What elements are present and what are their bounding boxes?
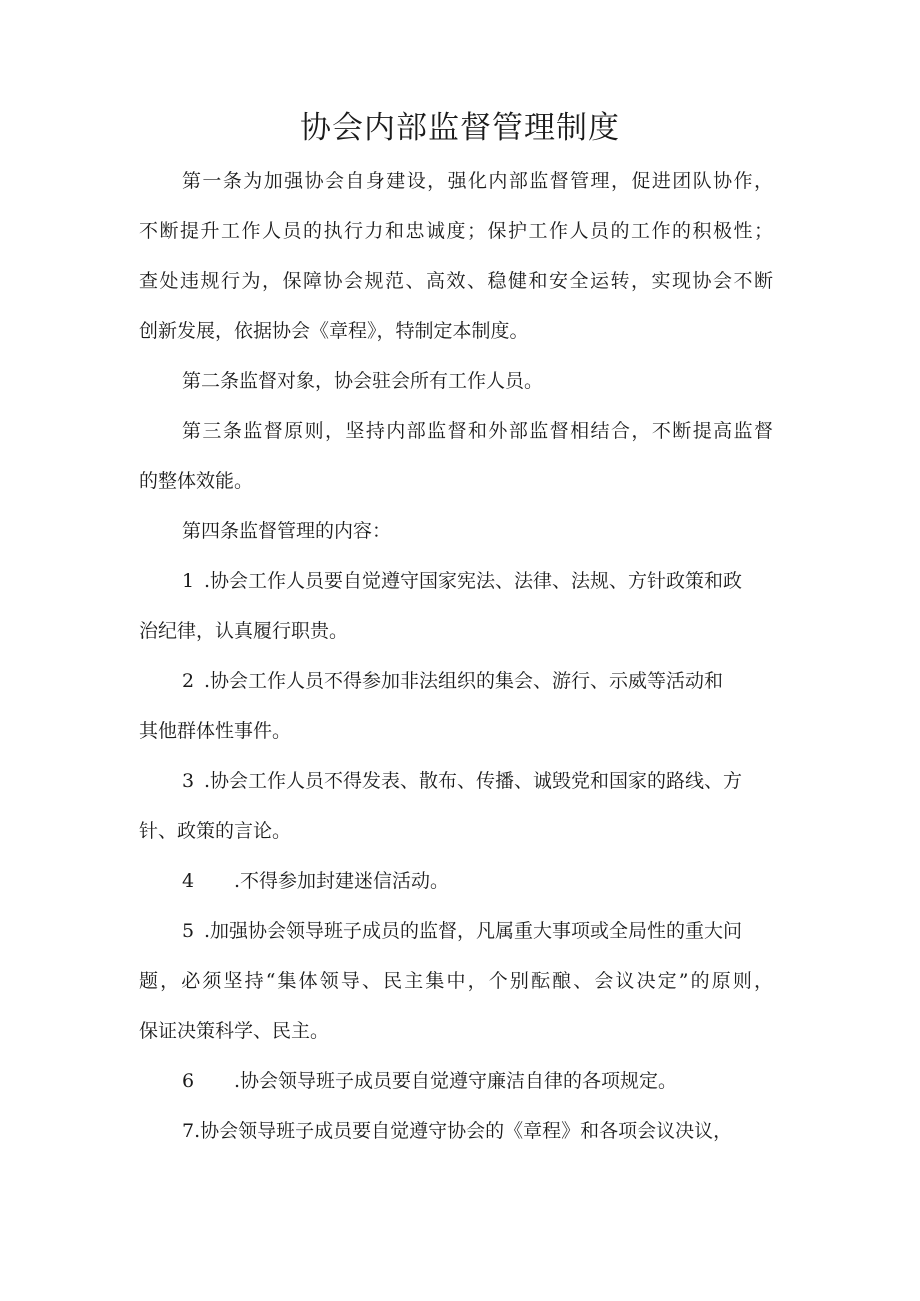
item-1-text: 协会工作人员要自觉遵守国家宪法、法律、法规、方针政策和政: [210, 570, 743, 592]
item-2-separator: .: [204, 670, 211, 692]
item-2-line-1: [139, 656, 773, 706]
item-7-line-1: 7.协会领导班子成员要自觉遵守协会的《章程》和各项会议决议，: [182, 1120, 733, 1142]
item-4-number: 4: [182, 870, 195, 892]
item-3-text: 协会工作人员不得发表、散布、传播、诚毁党和国家的路线、方: [210, 770, 743, 792]
item-3-number: 3: [182, 770, 195, 792]
item-2-text: 协会工作人员不得参加非法组织的集会、游行、示威等活动和: [210, 670, 724, 692]
item-2-number: 2: [182, 670, 195, 692]
article-4-heading: 第四条监督管理的内容：: [182, 520, 392, 542]
item-5-text: 加强协会领导班子成员的监督，凡属重大事项或全局性的重大问: [210, 920, 743, 942]
item-4-text: 不得参加封建迷信活动。: [240, 870, 450, 892]
article-1-line-3: 查处违规行为，保障协会规范、高效、稳健和安全运转，实现协会不断: [139, 270, 773, 292]
item-3-separator: .: [204, 770, 211, 792]
article-1-line-2: 不断提升工作人员的执行力和忠诚度；保护工作人员的工作的积极性；: [139, 220, 773, 242]
item-1-separator: .: [204, 570, 211, 592]
article-3-line-2: 的整体效能。: [139, 470, 254, 492]
item-6-number: 6: [182, 1070, 195, 1092]
document-title: 协会内部监督管理制度: [300, 110, 620, 146]
item-4-separator: .: [234, 870, 241, 892]
item-3-line-2: 针、政策的言论。: [139, 820, 292, 842]
item-6-line-1: [139, 1056, 773, 1106]
item-5-separator: .: [204, 920, 211, 942]
article-1-line-4: 创新发展，依据协会《章程》，特制定本制度。: [139, 320, 529, 342]
item-1-line-2: 治纪律，认真履行职贵。: [139, 620, 349, 642]
item-1-number: 1: [182, 570, 195, 592]
item-5-line-2: 题，必须坚持“集体领导、民主集中，个别酝酿、会议决定”的原则，: [139, 970, 773, 992]
article-1-line-1: 第一条为加强协会自身建设，强化内部监督管理，促进团队协作，: [182, 170, 773, 192]
item-4-line-1: [139, 856, 773, 906]
item-5-line-1: [139, 906, 773, 956]
item-6-text: 协会领导班子成员要自觉遵守廉洁自律的各项规定。: [240, 1070, 678, 1092]
item-6-separator: .: [234, 1070, 241, 1092]
item-3-line-1: [139, 756, 773, 806]
article-2-line-1: 第二条监督对象，协会驻会所有工作人员。: [182, 370, 544, 392]
article-3-line-1: 第三条监督原则，坚持内部监督和外部监督相结合，不断提高监督: [182, 420, 773, 442]
item-1-line-1: [139, 556, 773, 606]
item-5-number: 5: [182, 920, 195, 942]
item-2-line-2: 其他群体性事件。: [139, 720, 292, 742]
item-5-line-3: 保证决策科学、民主。: [139, 1020, 330, 1042]
